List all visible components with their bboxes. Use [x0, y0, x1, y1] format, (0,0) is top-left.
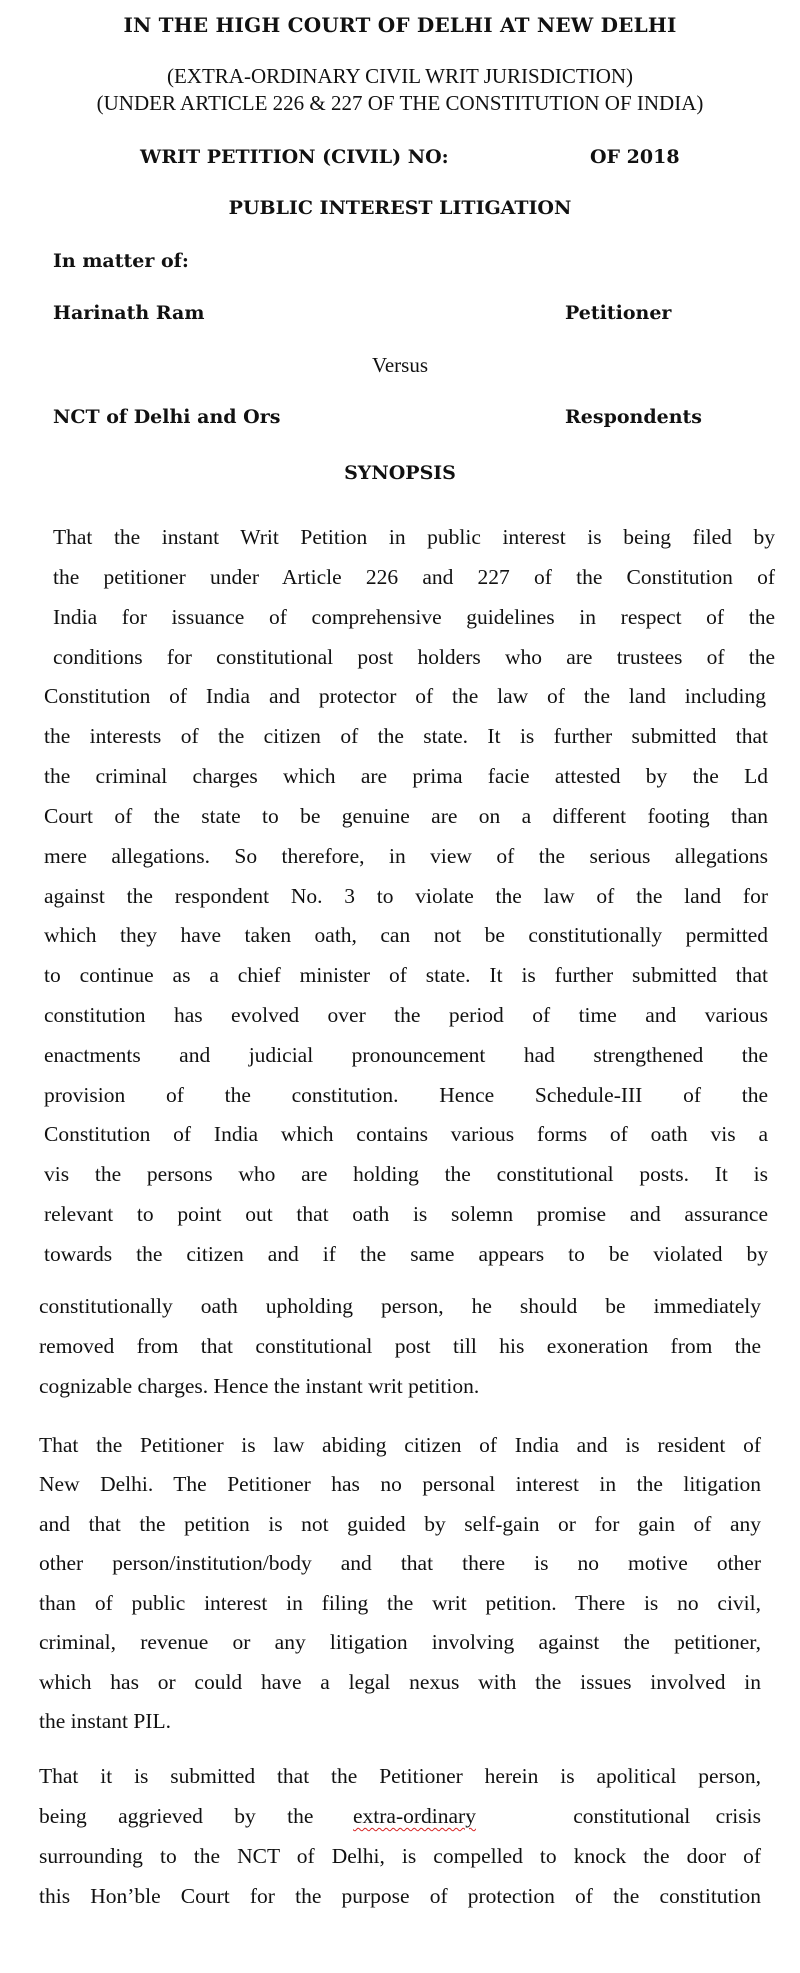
paragraph-line: That the Petitioner is law abiding citizen of India and is resident of [39, 1433, 761, 1457]
case-type: PUBLIC INTEREST LITIGATION [228, 197, 572, 219]
respondent-name: NCT of Delhi and Ors [53, 406, 281, 428]
paragraph-line: criminal, revenue or any litigation involving against the petitioner, [39, 1630, 761, 1654]
paragraph-line: this Hon’ble Court for the purpose of protection of the constitution [39, 1884, 761, 1908]
paragraph-line: the instant PIL. [39, 1709, 171, 1733]
paragraph-line: and that the petition is not guided by self-gain or for gain of any [39, 1512, 761, 1536]
jurisdiction-line: (EXTRA-ORDINARY CIVIL WRIT JURISDICTION) [166, 64, 634, 88]
court-title: IN THE HIGH COURT OF DELHI AT NEW DELHI [123, 13, 677, 37]
paragraph-line: which they have taken oath, can not be constitutionally permitted [44, 923, 768, 947]
paragraph-line: which has or could have a legal nexus with the issues involved in [39, 1670, 761, 1694]
paragraph-line [39, 1803, 761, 1829]
paragraph-line: That the instant Writ Petition in public interest is being filed by [53, 525, 775, 549]
petitioner-name: Harinath Ram [53, 302, 205, 324]
paragraph-line: conditions for constitutional post holders who are trustees of the [53, 645, 775, 669]
paragraph-line: vis the persons who are holding the constitutional posts. It is [44, 1162, 768, 1186]
paragraph-line: That it is submitted that the Petitioner herein is apolitical person, [39, 1764, 761, 1788]
paragraph-line: India for issuance of comprehensive guidelines in respect of the [53, 605, 775, 629]
paragraph-line: towards the citizen and if the same appears to be violated by [44, 1242, 768, 1266]
respondent-role: Respondents [565, 406, 703, 428]
article-line: (UNDER ARTICLE 226 & 227 OF THE CONSTITUTION OF INDIA) [96, 91, 704, 115]
versus-label: Versus [372, 353, 428, 377]
paragraph-line: against the respondent No. 3 to violate the law of the land for [44, 884, 768, 908]
paragraph-line: the petitioner under Article 226 and 227 of the Constitution of [53, 565, 775, 589]
paragraph-line: other person/institution/body and that there is no motive other [39, 1551, 761, 1575]
paragraph-line: constitutionally oath upholding person, he should be immediately [39, 1294, 761, 1318]
paragraph-line: to continue as a chief minister of state. It is further submitted that [44, 963, 768, 987]
in-matter-of-label: In matter of: [53, 250, 189, 272]
paragraph-line: constitution has evolved over the period of time and various [44, 1003, 768, 1027]
paragraph-line: mere allegations. So therefore, in view of the serious allegations [44, 844, 768, 868]
paragraph-line: provision of the constitution. Hence Schedule-III of the [44, 1083, 768, 1107]
paragraph-line: Constitution of India and protector of the law of the land including [44, 684, 766, 708]
petition-number-label: WRIT PETITION (CIVIL) NO: [140, 146, 449, 168]
petitioner-role: Petitioner [565, 302, 672, 324]
paragraph-line: relevant to point out that oath is solemn promise and assurance [44, 1202, 768, 1226]
paragraph-line: the criminal charges which are prima facie attested by the Ld [44, 764, 768, 788]
spellcheck-flagged-word[interactable]: extra-ordinary [353, 1804, 476, 1828]
paragraph-line: cognizable charges. Hence the instant writ petition. [39, 1374, 480, 1398]
paragraph-line: Constitution of India which contains various forms of oath vis a [44, 1122, 768, 1146]
paragraph-line: surrounding to the NCT of Delhi, is compelled to knock the door of [39, 1844, 761, 1868]
paragraph-line: the interests of the citizen of the state. It is further submitted that [44, 724, 768, 748]
synopsis-title: SYNOPSIS [344, 462, 456, 484]
line-segment: constitutional crisis [573, 1804, 761, 1828]
paragraph-line: removed from that constitutional post till his exoneration from the [39, 1334, 761, 1358]
paragraph-line: enactments and judicial pronouncement had strengthened the [44, 1043, 768, 1067]
paragraph-line: Court of the state to be genuine are on a different footing than [44, 804, 768, 828]
paragraph-line: than of public interest in filing the writ petition. There is no civil, [39, 1591, 761, 1615]
line-segment: being aggrieved by the [39, 1804, 314, 1828]
paragraph-line: New Delhi. The Petitioner has no personal interest in the litigation [39, 1472, 761, 1496]
petition-year: OF 2018 [590, 146, 680, 168]
